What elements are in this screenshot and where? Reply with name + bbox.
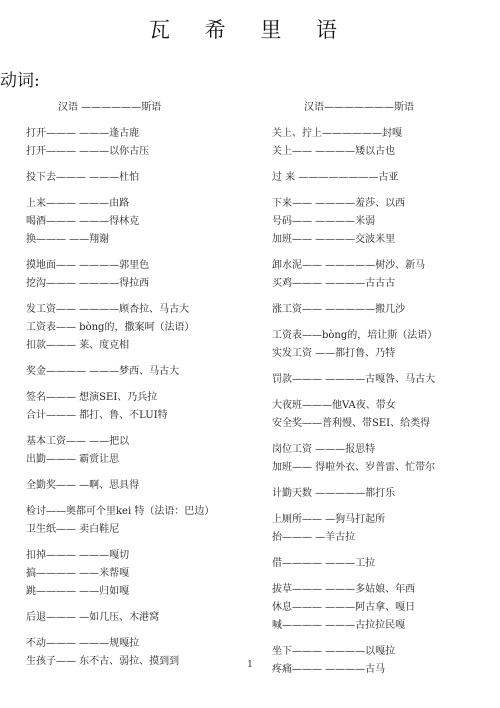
- vocab-entry: 后退——— —如几压、木港窝: [26, 612, 160, 623]
- vocab-group: [26, 609, 256, 627]
- column-header: 汉语———————斯语: [304, 102, 414, 113]
- page-number: 1: [247, 660, 253, 670]
- vocab-entry: 换——— ——翔谢: [26, 234, 110, 245]
- page-title: 瓦 希 里 语: [148, 18, 352, 42]
- vocab-entry: 买鸡——— ————古古古: [272, 278, 396, 289]
- vocab-group: [272, 125, 497, 161]
- vocab-entry: 拔草——— ———多姑娘、年西: [272, 584, 416, 595]
- vocab-entry: 不动——— ———规嘎拉: [26, 638, 140, 649]
- vocab-entry: 跳———— ——归如嘎: [26, 586, 130, 597]
- vocab-group: [272, 441, 497, 477]
- vocab-entry: 投下去——— ———杜怕: [26, 172, 140, 183]
- vocab-entry: 加班—— 得啦外衣、岁普雷、忙带尔: [272, 462, 436, 473]
- vocab-entry: 打开——— ———以你古压: [26, 146, 150, 157]
- vocab-entry: 扣掉——— ———嘎切: [26, 550, 130, 561]
- vocab-group: [26, 389, 256, 425]
- vocab-group: [26, 257, 256, 293]
- right-column: [272, 100, 497, 687]
- vocab-group: [26, 195, 256, 249]
- vocab-group: [26, 477, 256, 495]
- vocab-entry: 大夜班———他VA夜、带女: [272, 400, 396, 411]
- vocab-group: [272, 485, 497, 503]
- vocab-entry: 卸水泥—— —————树沙、新马: [272, 260, 426, 271]
- vocab-entry: 下来—— ————羞莎、以西: [272, 198, 406, 209]
- vocab-entry: 生孩子—— 东不古、弱拉、摸到到: [26, 656, 180, 667]
- vocab-entry: 奖金———— ———梦西、马古大: [26, 366, 180, 377]
- vocab-entry: 安全奖——普利慢、带SEI、给类得: [272, 418, 431, 429]
- vocab-entry: 过 来 ————————古亚: [272, 172, 399, 183]
- vocab-group: [272, 169, 497, 187]
- vocab-group: [272, 301, 497, 319]
- vocab-entry: 签名——— 想演SEI、乃兵拉: [26, 392, 158, 403]
- vocab-group: [272, 511, 497, 547]
- vocab-entry: 涨工资—— —————搬几沙: [272, 304, 406, 315]
- vocab-entry: 喝酒——— ———得林克: [26, 216, 140, 227]
- vocab-group: [26, 547, 256, 601]
- vocab-entry: 发工资—— ————顾杏拉、马古大: [26, 304, 190, 315]
- vocab-entry: 实发工资 ——都打鲁、乃特: [272, 348, 396, 359]
- vocab-group: [26, 363, 256, 381]
- vocab-group: [26, 125, 256, 161]
- vocab-entry: 打开——— ———逢古鹿: [26, 128, 140, 139]
- vocab-entry: 工资表—— bòng的，撒案呵（法语）: [26, 322, 195, 333]
- vocab-group: [26, 301, 256, 355]
- vocab-group: [26, 503, 256, 539]
- vocab-group: [272, 581, 497, 635]
- vocab-entry: 挖沟——— ————得拉西: [26, 278, 150, 289]
- vocab-entry: 岗位工资 ———报思特: [272, 444, 376, 455]
- vocab-entry: 借———— ———工拉: [272, 558, 376, 569]
- vocab-entry: 加班—— ————交波米里: [272, 234, 396, 245]
- vocab-entry: 合计——— 都打、鲁、不LUI特: [26, 410, 168, 421]
- vocab-entry: 搞———— ——米帮嘎: [26, 568, 130, 579]
- vocab-group: [272, 555, 497, 573]
- vocab-entry: 休息——— ———阿古拿、嘎日: [272, 602, 416, 613]
- vocab-entry: 上来——— ———由路: [26, 198, 130, 209]
- vocab-group: [26, 433, 256, 469]
- vocab-entry: 卫生纸—— 卖白鞋尼: [26, 524, 120, 535]
- vocab-entry: 检讨——奥都可个里kei 特（法语：巴边）: [26, 506, 215, 517]
- vocab-entry: 坐下——— ————以嘎拉: [272, 646, 396, 657]
- vocab-group: [272, 257, 497, 293]
- vocab-group: [272, 195, 497, 249]
- section-heading: 动词:: [0, 71, 40, 91]
- vocab-group: [272, 327, 497, 363]
- vocab-group: [272, 371, 497, 389]
- vocab-entry: 基本工资—— ——把以: [26, 436, 130, 447]
- vocab-entry: 抬——— —羊古拉: [272, 532, 356, 543]
- vocab-entry: 上厕所—— —狗马打起所: [272, 514, 386, 525]
- vocab-group: [26, 169, 256, 187]
- vocab-entry: 罚款——— ————古嘎咎、马古大: [272, 374, 436, 385]
- vocab-entry: 关上、拧上——————封嘎: [272, 128, 402, 139]
- vocab-entry: 工资表——bòng的，培让斯（法语）: [272, 330, 438, 341]
- vocab-entry: 号码—— ————米弱: [272, 216, 376, 227]
- vocab-group: [272, 397, 497, 433]
- vocab-entry: 摸地面—— ————郭里色: [26, 260, 150, 271]
- vocab-entry: 扣款——— 莱、度克相: [26, 340, 130, 351]
- column-header: 汉语 ——————斯语: [58, 102, 162, 113]
- vocab-entry: 关上—— ————矮以古也: [272, 146, 396, 157]
- vocab-entry: 计勤天数 —————都打乐: [272, 488, 396, 499]
- left-column: [26, 100, 256, 679]
- vocab-entry: 全勤奖—— —啊、思具得: [26, 480, 140, 491]
- vocab-entry: 疼痛——— ————古马: [272, 664, 386, 675]
- vocab-entry: 喊———— ———古拉拉民嘎: [272, 620, 406, 631]
- vocab-entry: 出勤——— 霸赏让思: [26, 454, 120, 465]
